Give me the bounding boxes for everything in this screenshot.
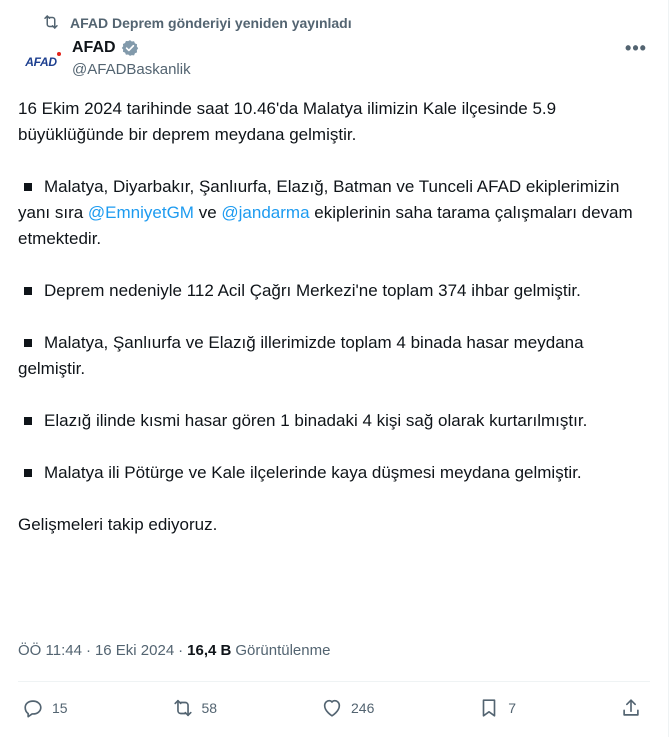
repost-banner[interactable] — [42, 13, 352, 33]
bookmark-icon — [478, 697, 500, 719]
repost-icon — [42, 13, 60, 34]
bullet-square-icon — [24, 287, 32, 295]
meta-separator: · — [178, 642, 184, 659]
tweet-bullet-3: Malatya, Şanlıurfa ve Elazığ illerimizde toplam 4 binada hasar meydana gelmiştir. — [18, 333, 589, 378]
heart-icon — [321, 697, 343, 719]
author-display-name[interactable]: AFAD — [72, 39, 116, 56]
tweet-bullet-5: Malatya ili Pötürge ve Kale ilçelerinde kaya düşmesi meydana gelmiştir. — [18, 460, 648, 486]
more-options-icon[interactable]: ••• — [625, 37, 647, 58]
meta-separator: · — [85, 642, 91, 659]
bullet-square-icon — [24, 183, 32, 191]
share-icon — [620, 697, 642, 719]
reply-button[interactable] — [22, 697, 68, 719]
bullet-square-icon — [24, 339, 32, 347]
tweet-closing: Gelişmeleri takip ediyoruz. — [18, 515, 218, 534]
reply-icon — [22, 697, 44, 719]
verified-badge-icon — [121, 39, 139, 57]
views-count: 16,4 B — [187, 642, 232, 659]
avatar-logo: AFAD — [25, 55, 57, 69]
tweet-text — [18, 96, 648, 564]
like-count: 246 — [351, 700, 375, 716]
bookmark-count: 7 — [508, 700, 517, 716]
avatar[interactable] — [20, 41, 62, 83]
tweet-bullet-4: Elazığ ilinde kısmi hasar gören 1 binadaki 4 kişi sağ olarak kurtarılmıştır. — [18, 408, 648, 434]
mention-jandarma[interactable]: @jandarma — [221, 203, 310, 222]
author-handle[interactable]: @AFADBaskanlik — [72, 61, 191, 78]
bullet-square-icon — [24, 417, 32, 425]
repost-banner-text: AFAD Deprem gönderiyi yeniden yayınladı — [70, 15, 352, 31]
repost-count: 58 — [201, 700, 218, 716]
tweet-meta — [18, 642, 330, 659]
divider — [18, 681, 650, 682]
action-bar — [22, 694, 642, 722]
tweet-intro: 16 Ekim 2024 tarihinde saat 10.46'da Malatya ilimizin Kale ilçesinde 5.9 büyüklüğünde bir deprem meydana gelmiştir. — [18, 99, 561, 144]
repost-button[interactable] — [172, 697, 218, 719]
views-label: Görüntülenme — [235, 642, 331, 659]
author-info — [72, 38, 191, 78]
bullet-square-icon — [24, 469, 32, 477]
reply-count: 15 — [52, 700, 68, 716]
tweet-bullet-2: Deprem nedeniyle 112 Acil Çağrı Merkezi'ne toplam 374 ihbar gelmiştir. — [18, 278, 648, 304]
mention-emniyetgm[interactable]: @EmniyetGM — [87, 203, 194, 222]
repost-icon — [172, 697, 194, 719]
tweet-time[interactable]: ÖÖ 11:44 — [18, 642, 82, 659]
tweet-bullet-1: Malatya, Diyarbakır, Şanlıurfa, Elazığ, Batman ve Tunceli AFAD ekiplerimizin yanı sıra @EmniyetGM ve @jandarma ekiplerinin saha tarama çalışmaları devam etmektedir. — [18, 177, 638, 248]
bookmark-button[interactable] — [478, 697, 516, 719]
share-button[interactable] — [620, 697, 642, 719]
like-button[interactable] — [321, 697, 374, 719]
tweet-date[interactable]: 16 Eki 2024 — [94, 642, 175, 659]
